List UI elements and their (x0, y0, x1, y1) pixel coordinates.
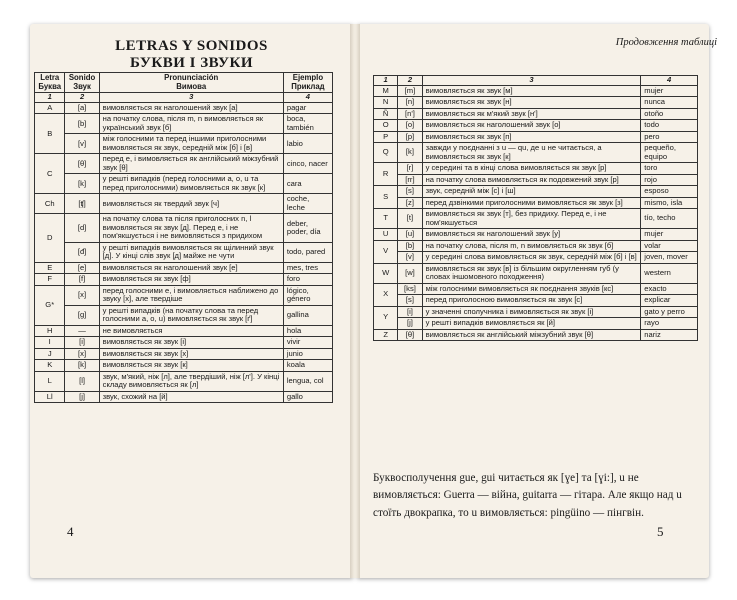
table-row: P [p] вимовляється як звук [п] pero (374, 131, 698, 143)
table-row: L [l] звук, м'який, ніж [л], але твердіший, ніж [л']. У кінці складу вимовляється як [л] lengua, col (35, 371, 333, 391)
table-row: R [r] у середині та в кінці слова вимовляється як звук [р] toro (374, 163, 698, 175)
table-row: [s] перед приголосною вимовляється як звук [с] explicar (374, 295, 698, 307)
table-row: N [n] вимовляється як звук [н] nunca (374, 97, 698, 109)
table-row: Q [k] завжди у поєднанні з u — qu, де u не читається, а вимовляється як звук [к] pequeño, equipo (374, 143, 698, 163)
table-row: [v] у середині слова вимовляється як звук, середній між [б] і [в] joven, mover (374, 252, 698, 264)
table-row: H — не вимовляється hola (35, 325, 333, 337)
table-row: Ch [ʧ] вимовляється як твердий звук [ч] coche, leche (35, 194, 333, 214)
letters-table-left (34, 72, 333, 403)
title-spanish: LETRAS Y SONIDOS (115, 38, 268, 54)
table-row: C [θ] перед e, i вимовляється як англійський міжзубний звук [θ] cinco, nacer (35, 154, 333, 174)
table-row: K [k] вимовляється як звук [к] koala (35, 360, 333, 372)
table-row: [rr] на початку слова вимовляється як подовжений звук [р] rojo (374, 174, 698, 186)
table-row: Y [i] у значенні сполучника i вимовляється як звук [і] gato y perro (374, 306, 698, 318)
table-row: Ñ [n'] вимовляється як м'який звук [н'] otoño (374, 108, 698, 120)
table-row: X [ks] між голосними вимовляється як поєднання звуків [кс] exacto (374, 283, 698, 295)
table-row: B [b] на початку слова, після m, n вимовляється як український звук [б] boca, también (35, 114, 333, 134)
table-row: [j] у решті випадків вимовляється як [й] rayo (374, 318, 698, 330)
page-number-left: 4 (67, 524, 74, 539)
table-row: [đ] у решті випадків вимовляється як щілинний звук [д]. У кінці слів звук [д] майже не чути todo, pared (35, 242, 333, 262)
table-row: G* [x] перед голосними e, i вимовляється наближено до звуку [х], але твердіше lógico, género (35, 285, 333, 305)
table-row: W [w] вимовляється як звук [в] із більшим округленням губ (у словах іншомовного походження) western (374, 263, 698, 283)
table-row: E [e] вимовляється як наголошений звук [е] mes, tres (35, 262, 333, 274)
header-row (35, 73, 333, 93)
page-number-right: 5 (657, 524, 664, 539)
table-row: A [a] вимовляється як наголошений звук [а] pagar (35, 102, 333, 114)
table-row: [v] між голосними та перед іншими приголосними вимовляється як звук, середній між [б] і [в] labio (35, 134, 333, 154)
header-example: Ejemplo Приклад (283, 73, 332, 93)
footnote-paragraph: Буквосполучення gue, gui читається як [ɣe] та [ɣi:], u не вимовляється: Guerra — війна, guitarra — гітара. Але якщо над u стоїть двокрапка, то u вимовляється: pingüino — пінгвін. (373, 472, 682, 519)
table-row: [g] у решті випадків (на початку слова та перед голосними a, o, u) вимовляється як звук [ґ] gallina (35, 305, 333, 325)
column-numbers: 1 2 3 4 (35, 93, 333, 103)
table-row: F [f] вимовляється як звук [ф] foro (35, 274, 333, 286)
title-ukrainian: БУКВИ І ЗВУКИ (129, 55, 254, 71)
table-row: D [d] на початку слова та після приголосних n, l вимовляється як звук [д]. Перед e, i не пом'якшується і не вимовляється з придихом deber, poder, día (35, 214, 333, 243)
table-row: Z [θ] вимовляється як англійський міжзубний звук [θ] nariz (374, 329, 698, 341)
column-numbers: 1 2 3 4 (374, 76, 698, 86)
table-row: Ll [j] звук, схожий на [й] gallo (35, 391, 333, 403)
header-pronunciation: Pronunciación Вимова (99, 73, 283, 93)
letters-table-right (373, 75, 698, 341)
continued-label: Продовження таблиці (615, 37, 717, 48)
table-row: V [b] на початку слова, після m, n вимовляється як звук [б] volar (374, 240, 698, 252)
table-row: O [o] вимовляється як наголошений звук [о] todo (374, 120, 698, 132)
header-letter: Letra Буква (35, 73, 65, 93)
book-gutter (350, 24, 360, 578)
table-row: J [x] вимовляється як звук [х] junio (35, 348, 333, 360)
header-sound: Sonido Звук (65, 73, 99, 93)
table-row: U [u] вимовляється як наголошений звук [у] mujer (374, 229, 698, 241)
table-row: I [i] вимовляється як звук [і] vivir (35, 337, 333, 349)
table-row: S [s] звук, середній між [с] і [ш] esposo (374, 186, 698, 198)
table-row: [z] перед дзвінкими приголосними вимовляється як звук [з] mismo, isla (374, 197, 698, 209)
table-row: M [m] вимовляється як звук [м] mujer (374, 85, 698, 97)
table-row: T [t] вимовляється як звук [т], без придиху. Перед e, i не пом'якшується tío, techo (374, 209, 698, 229)
table-row: [k] у решті випадків (перед голосними a, o, u та перед приголосними) вимовляється як звук [к] cara (35, 174, 333, 194)
